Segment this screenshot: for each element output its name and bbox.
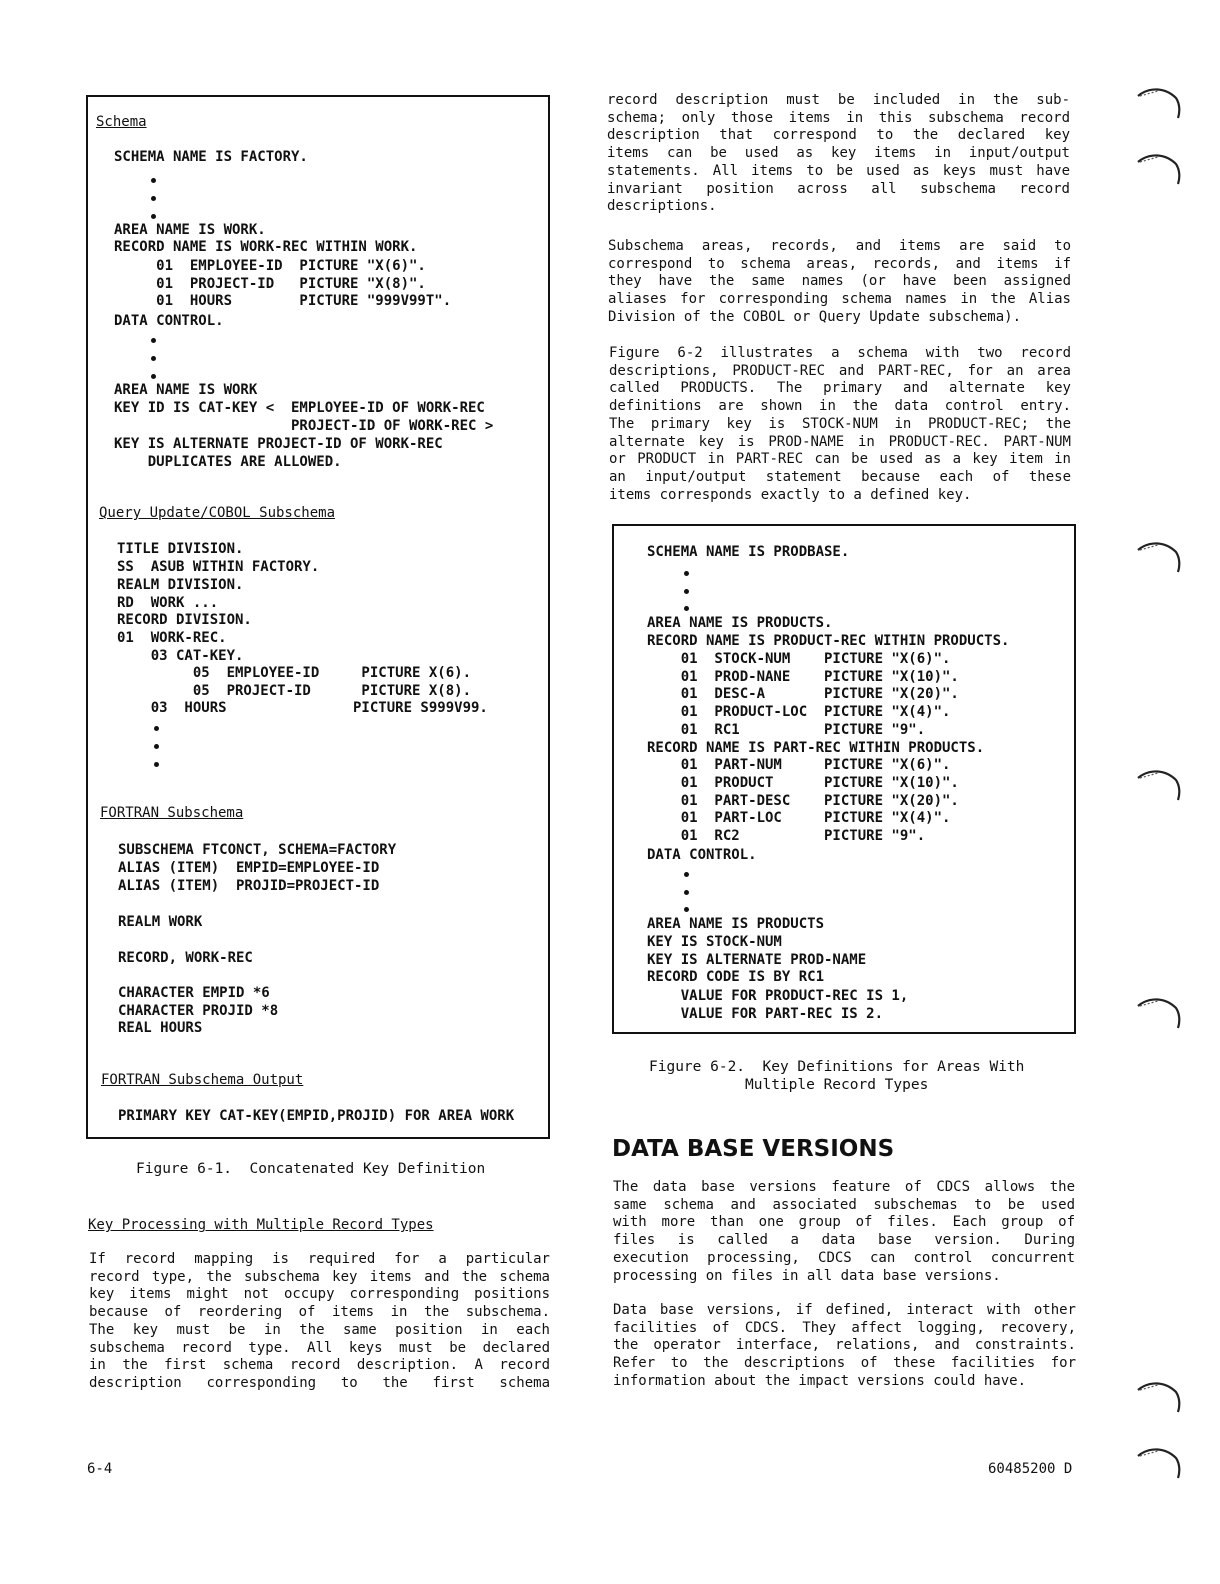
code-line: SCHEMA NAME IS FACTORY.: [114, 149, 308, 165]
code-line: KEY IS STOCK-NUM: [647, 934, 782, 950]
ellipsis-dot: [151, 196, 156, 201]
text-line: the operator interface, relations, and constraints.: [613, 1337, 1076, 1354]
text-line: descriptions, PRODUCT-REC and PART-REC, for an area: [609, 362, 1071, 379]
code-line: VALUE FOR PRODUCT-REC IS 1,: [647, 988, 909, 1004]
code-line: DATA CONTROL.: [114, 313, 224, 329]
ellipsis-dot: [684, 589, 689, 594]
text-line: aliases for corresponding schema names in the Alias: [608, 291, 1071, 308]
binder-hole-mark: [1136, 84, 1184, 120]
text-line: descriptions.: [607, 198, 717, 215]
text-line: Data base versions, if defined, interact with other: [613, 1302, 1076, 1318]
code-line: 01 RC1 PICTURE "9".: [647, 722, 926, 738]
text-line: subschema record type. All keys must be declared: [89, 1339, 550, 1356]
code-line: 01 RC2 PICTURE "9".: [647, 828, 926, 844]
code-line: 01 HOURS PICTURE "999V99T".: [114, 293, 452, 309]
code-line: REALM WORK: [118, 914, 203, 930]
fortran-subschema-heading: FORTRAN Subschema: [100, 805, 244, 821]
ellipsis-dot: [151, 338, 156, 343]
ellipsis-dot: [151, 356, 156, 361]
right-paragraph-1: [607, 92, 1070, 216]
text-line: The key must be in the same position in each: [89, 1321, 550, 1338]
binder-hole-mark: [1136, 150, 1184, 186]
text-line: key items might not occupy corresponding positions: [89, 1286, 550, 1303]
code-line: RECORD NAME IS PART-REC WITHIN PRODUCTS.: [647, 740, 985, 756]
code-line: REAL HOURS: [118, 1020, 203, 1036]
page-number: 6-4: [87, 1461, 113, 1477]
code-line: RD WORK ...: [117, 595, 219, 611]
text-line: statements. All items to be used as keys must have: [607, 162, 1070, 179]
code-line: 01 STOCK-NUM PICTURE "X(6)".: [647, 651, 951, 667]
text-line: items corresponds exactly to a defined key.: [609, 486, 972, 503]
text-line: with more than one group of files. Each group of: [613, 1214, 1075, 1231]
text-line: in the first schema record description. A record: [89, 1357, 550, 1374]
text-line: they have the same names (or have been assigned: [608, 273, 1071, 290]
code-line: RECORD NAME IS WORK-REC WITHIN WORK.: [114, 239, 418, 255]
text-line: definitions are shown in the data control entry.: [609, 398, 1071, 415]
text-line: execution processing, CDCS can control concurrent: [613, 1249, 1075, 1266]
text-line: items can be used as key items in input/output: [607, 145, 1070, 162]
code-line: KEY IS ALTERNATE PROD-NAME: [647, 952, 867, 968]
code-line: PROJECT-ID OF WORK-REC >: [114, 418, 494, 434]
code-line: CHARACTER PROJID *8: [118, 1003, 279, 1019]
binder-hole-mark: [1136, 1378, 1184, 1414]
code-line: 05 EMPLOYEE-ID PICTURE X(6).: [117, 665, 472, 681]
code-line: 03 CAT-KEY.: [117, 648, 244, 664]
ellipsis-dot: [154, 762, 159, 767]
right-paragraph-3: [609, 345, 1071, 504]
text-line: called PRODUCTS. The primary and alternate key: [609, 380, 1071, 397]
code-line: REALM DIVISION.: [117, 577, 244, 593]
code-line: 01 PRODUCT PICTURE "X(10)".: [647, 775, 959, 791]
text-line: record description must be included in the sub-: [607, 92, 1070, 108]
code-line: RECORD DIVISION.: [117, 612, 252, 628]
code-line: KEY ID IS CAT-KEY < EMPLOYEE-ID OF WORK-REC: [114, 400, 485, 416]
ellipsis-dot: [151, 178, 156, 183]
text-line: description that correspond to the declared key: [607, 127, 1070, 144]
figure-6-2-caption-line-2: Multiple Record Types: [745, 1077, 929, 1093]
code-line: 03 HOURS PICTURE S999V99.: [117, 700, 488, 716]
text-line: description corresponding to the first schema: [89, 1374, 550, 1391]
code-line: RECORD, WORK-REC: [118, 950, 253, 966]
text-line: schema; only those items in this subschema record: [607, 109, 1070, 126]
fortran-output-heading: FORTRAN Subschema Output: [101, 1072, 304, 1088]
text-line: The data base versions feature of CDCS allows the: [613, 1179, 1075, 1195]
ellipsis-dot: [151, 214, 156, 219]
binder-hole-mark: [1136, 538, 1184, 574]
text-line: Subschema areas, records, and items are said to: [608, 238, 1071, 254]
data-base-versions-heading: DATA BASE VERSIONS: [612, 1136, 895, 1162]
schema-heading: Schema: [96, 114, 147, 130]
text-line: record type, the subschema key items and the schema: [89, 1268, 550, 1285]
right-paragraph-2: [608, 238, 1071, 327]
code-line: AREA NAME IS PRODUCTS.: [647, 615, 833, 631]
text-line: Figure 6-2 illustrates a schema with two record: [609, 345, 1071, 361]
code-line: 01 PART-NUM PICTURE "X(6)".: [647, 757, 951, 773]
code-line: SS ASUB WITHIN FACTORY.: [117, 559, 320, 575]
code-line: RECORD NAME IS PRODUCT-REC WITHIN PRODUCTS.: [647, 633, 1010, 649]
ellipsis-dot: [684, 907, 689, 912]
binder-hole-mark: [1136, 766, 1184, 802]
text-line: correspond to schema areas, records, and items if: [608, 255, 1071, 272]
code-line: TITLE DIVISION.: [117, 541, 244, 557]
code-line: 01 DESC-A PICTURE "X(20)".: [647, 686, 959, 702]
code-line: 01 PROJECT-ID PICTURE "X(8)".: [114, 276, 426, 292]
text-line: processing on files in all data base versions.: [613, 1267, 1001, 1284]
cobol-subschema-heading: Query Update/COBOL Subschema: [99, 505, 336, 521]
figure-6-1-caption: Figure 6-1. Concatenated Key Definition: [136, 1161, 486, 1177]
text-line: Division of the COBOL or Query Update subschema).: [608, 308, 1022, 325]
code-line: RECORD CODE IS BY RC1: [647, 969, 825, 985]
ellipsis-dot: [154, 726, 159, 731]
code-line: AREA NAME IS PRODUCTS: [647, 916, 825, 932]
binder-hole-mark: [1136, 1444, 1184, 1480]
text-line: files is called a data base version. During: [613, 1232, 1075, 1249]
ellipsis-dot: [154, 744, 159, 749]
key-processing-heading: Key Processing with Multiple Record Types: [88, 1217, 434, 1233]
text-line: because of reordering of items in the subschema.: [89, 1304, 550, 1321]
code-line: CHARACTER EMPID *6: [118, 985, 270, 1001]
ellipsis-dot: [684, 872, 689, 877]
text-line: same schema and associated subschemas to be used: [613, 1196, 1075, 1213]
key-processing-paragraph: [89, 1251, 550, 1393]
text-line: or PRODUCT in PART-REC can be used as a key item in: [609, 451, 1071, 468]
text-line: Refer to the descriptions of these facilities for: [613, 1355, 1076, 1372]
code-line: 01 EMPLOYEE-ID PICTURE "X(6)".: [114, 258, 426, 274]
versions-paragraph-2: [613, 1302, 1076, 1391]
ellipsis-dot: [151, 374, 156, 379]
code-line: SUBSCHEMA FTCONCT, SCHEMA=FACTORY: [118, 842, 397, 858]
ellipsis-dot: [684, 571, 689, 576]
ellipsis-dot: [684, 890, 689, 895]
code-line: 01 PRODUCT-LOC PICTURE "X(4)".: [647, 704, 951, 720]
code-line: 05 PROJECT-ID PICTURE X(8).: [117, 683, 472, 699]
text-line: facilities of CDCS. They affect logging, recovery,: [613, 1319, 1076, 1336]
text-line: If record mapping is required for a particular: [89, 1251, 550, 1267]
text-line: alternate key is PROD-NAME in PRODUCT-REC. PART-NUM: [609, 433, 1071, 450]
code-line: AREA NAME IS WORK: [114, 382, 258, 398]
code-line: 01 PROD-NANE PICTURE "X(10)".: [647, 669, 959, 685]
code-line: VALUE FOR PART-REC IS 2.: [647, 1006, 884, 1022]
code-line: 01 PART-DESC PICTURE "X(20)".: [647, 793, 959, 809]
code-line: DATA CONTROL.: [647, 847, 757, 863]
code-line: KEY IS ALTERNATE PROJECT-ID OF WORK-REC: [114, 436, 443, 452]
document-number: 60485200 D: [988, 1461, 1073, 1477]
ellipsis-dot: [684, 606, 689, 611]
text-line: information about the impact versions could have.: [613, 1372, 1027, 1389]
versions-paragraph-1: [613, 1179, 1075, 1285]
code-line: ALIAS (ITEM) PROJID=PROJECT-ID: [118, 878, 380, 894]
code-line: 01 WORK-REC.: [117, 630, 227, 646]
code-line: AREA NAME IS WORK.: [114, 222, 266, 238]
code-line: PRIMARY KEY CAT-KEY(EMPID,PROJID) FOR AREA WORK: [118, 1108, 515, 1124]
text-line: an input/output statement because each of these: [609, 468, 1071, 485]
text-line: invariant position across all subschema record: [607, 180, 1070, 197]
figure-6-2-caption-line-1: Figure 6-2. Key Definitions for Areas With: [649, 1059, 1025, 1075]
binder-hole-mark: [1136, 994, 1184, 1030]
code-line: SCHEMA NAME IS PRODBASE.: [647, 544, 850, 560]
text-line: The primary key is STOCK-NUM in PRODUCT-REC; the: [609, 415, 1071, 432]
code-line: ALIAS (ITEM) EMPID=EMPLOYEE-ID: [118, 860, 380, 876]
code-line: DUPLICATES ARE ALLOWED.: [114, 454, 342, 470]
code-line: 01 PART-LOC PICTURE "X(4)".: [647, 810, 951, 826]
